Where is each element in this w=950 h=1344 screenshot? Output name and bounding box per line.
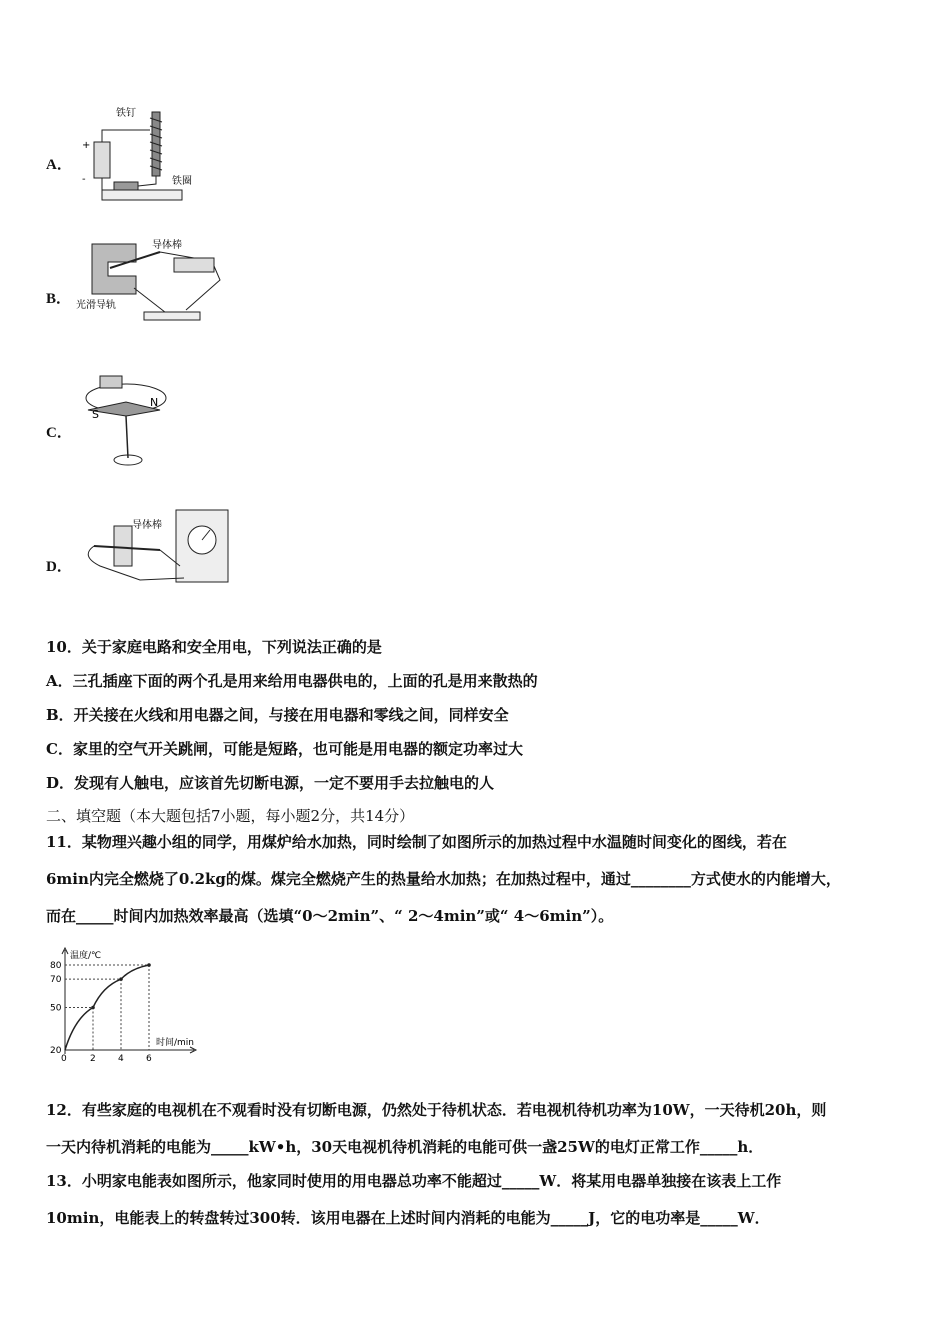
option-a-electromagnet-figure bbox=[74, 104, 204, 206]
option-d-letter: D． bbox=[46, 559, 72, 575]
q11-line-1: 11．某物理兴趣小组的同学，用煤炉给水加热，同时绘制了如图所示的加热过程中水温随时间变化的图线，若在 bbox=[46, 833, 787, 851]
option-c-compass-figure bbox=[80, 366, 170, 470]
y-tick-label: 20 bbox=[50, 1046, 62, 1056]
north-label: N bbox=[150, 396, 159, 409]
q12-line-1: 12．有些家庭的电视机在不观看时没有切断电源，仍然处于待机状态．若电视机待机功率为10W，一天待机20h，则 bbox=[46, 1101, 827, 1119]
q10-option-a: A．三孔插座下面的两个孔是用来给用电器供电的，上面的孔是用来散热的 bbox=[46, 672, 538, 690]
x-tick-label: 4 bbox=[118, 1054, 124, 1064]
option-b-letter: B． bbox=[46, 291, 72, 307]
horseshoe-magnet bbox=[92, 244, 136, 294]
q13-line-2: 10min，电能表上的转盘转过300转．该用电器在上述时间内消耗的电能为_____J，它的电功率是_____W． bbox=[46, 1209, 770, 1227]
battery bbox=[94, 142, 110, 178]
q11-line-3: 而在_____时间内加热效率最高（选填“0～2min”、“ 2～4min”或“ 4～6min”）。 bbox=[46, 907, 614, 925]
q10-option-d: D．发现有人触电，应该首先切断电源，一定不要用手去拉触电的人 bbox=[46, 774, 495, 792]
y-tick-label: 50 bbox=[50, 1003, 62, 1014]
temperature-time-chart bbox=[44, 944, 200, 1064]
nail-label: 铁钉 bbox=[116, 108, 136, 119]
minus-sign: - bbox=[82, 174, 86, 185]
rail-label: 光滑导轨 bbox=[76, 300, 116, 311]
option-c-letter: C． bbox=[46, 425, 72, 441]
option-d-galvanometer-figure bbox=[80, 506, 236, 590]
option-b-conductor-rail-figure bbox=[74, 232, 224, 328]
y-tick-label: 80 bbox=[50, 961, 62, 971]
galvanometer bbox=[174, 258, 214, 272]
q10-option-c: C．家里的空气开关跳闸，可能是短路，也可能是用电器的额定功率过大 bbox=[46, 740, 523, 758]
base-board bbox=[102, 190, 182, 200]
section-2-title: 二、填空题（本大题包括7小题，每小题2分，共14分） bbox=[46, 807, 415, 825]
u-magnet bbox=[114, 526, 132, 566]
x-tick-label: 0 bbox=[61, 1054, 67, 1064]
q12-line-2: 一天内待机消耗的电能为_____kW•h，30天电视机待机消耗的电能可供一盏25W的电灯正常工作_____h． bbox=[46, 1138, 764, 1156]
rod-label: 导体棒 bbox=[132, 520, 162, 531]
q10-stem: 10．关于家庭电路和安全用电，下列说法正确的是 bbox=[46, 638, 382, 656]
switch bbox=[114, 182, 138, 190]
q10-option-b: B．开关接在火线和用电器之间，与接在用电器和零线之间，同样安全 bbox=[46, 706, 509, 724]
y-tick-label: 70 bbox=[50, 975, 62, 986]
option-a-letter: A． bbox=[46, 157, 72, 173]
x-axis-label: 时间/min bbox=[156, 1038, 195, 1048]
plus-sign: + bbox=[82, 140, 91, 151]
battery bbox=[100, 376, 122, 388]
q11-line-2: 6min内完全燃烧了0.2kg的煤。煤完全燃烧产生的热量给水加热；在加热过程中，通过________方式使水的内能增大， bbox=[46, 870, 841, 888]
rod-label: 导体棒 bbox=[152, 240, 182, 251]
south-label: S bbox=[92, 408, 99, 421]
ring-label: 铁圈 bbox=[172, 176, 192, 187]
x-tick-label: 6 bbox=[146, 1054, 152, 1064]
q13-line-1: 13．小明家电能表如图所示，他家同时使用的用电器总功率不能超过_____W．将某用电器单独接在该表上工作 bbox=[46, 1172, 782, 1190]
x-tick-label: 2 bbox=[90, 1054, 96, 1064]
y-axis-label: 温度/℃ bbox=[70, 951, 102, 961]
switch-base bbox=[144, 312, 200, 320]
